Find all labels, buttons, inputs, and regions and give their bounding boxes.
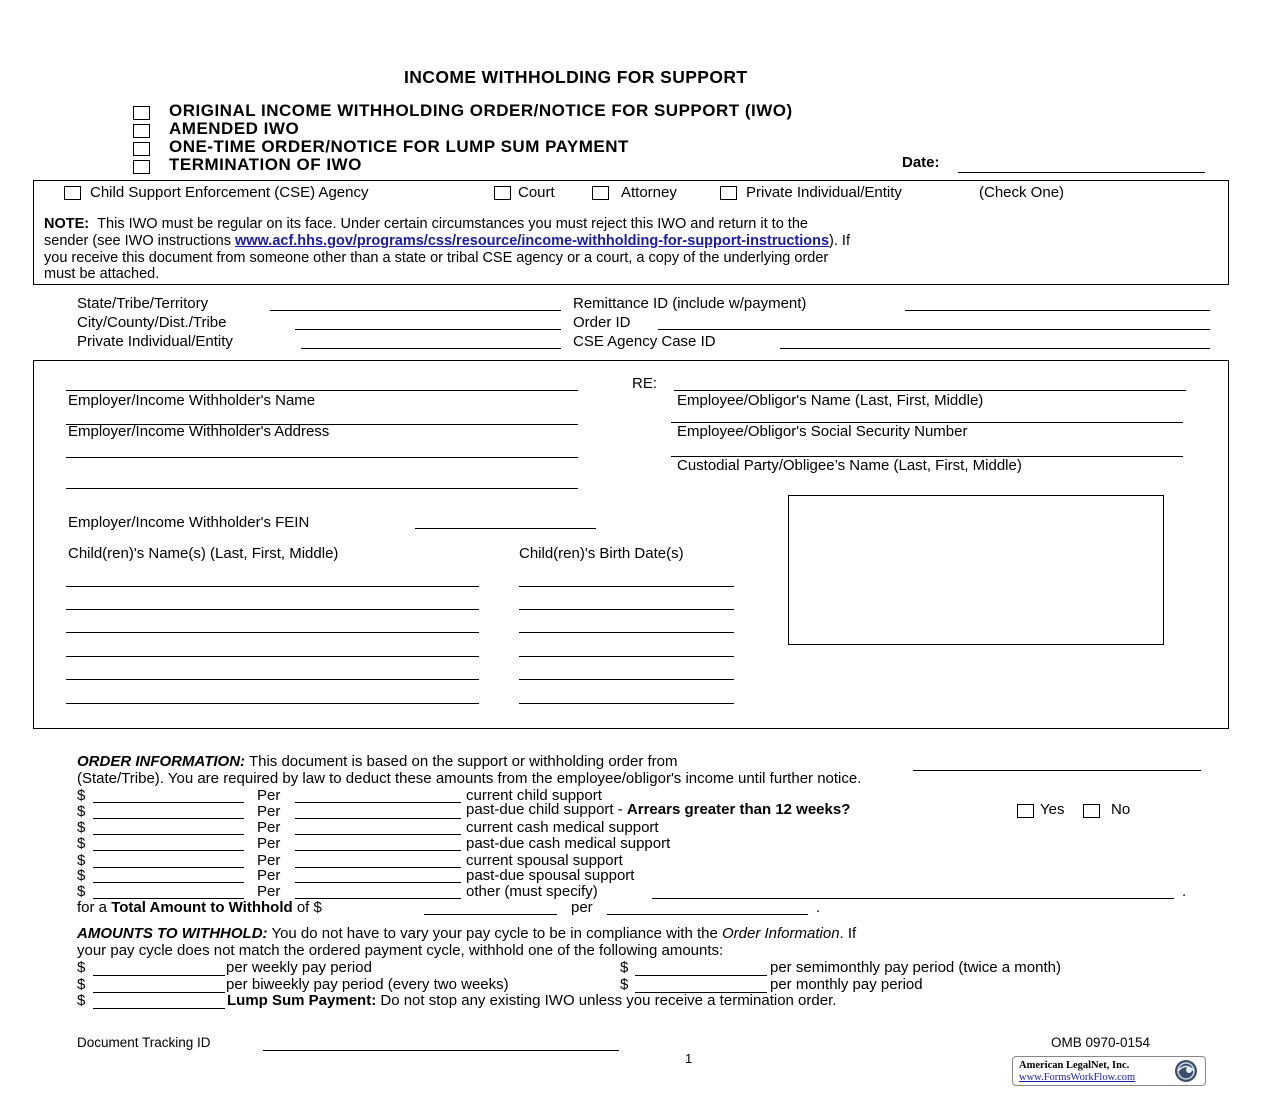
state-field[interactable] bbox=[270, 310, 561, 311]
children-names-label: Child(ren)'s Name(s) (Last, First, Middle) bbox=[68, 545, 339, 562]
dollar-sign: $ bbox=[77, 787, 86, 804]
employee-name-field[interactable] bbox=[674, 390, 1186, 391]
lump-sum-checkbox[interactable] bbox=[133, 142, 150, 156]
order-id-label: Order ID bbox=[573, 314, 631, 331]
row-label-1: current child support bbox=[466, 787, 602, 804]
note-line-1 bbox=[44, 216, 808, 232]
row-label-7: other (must specify) bbox=[466, 883, 598, 900]
case-id-field[interactable] bbox=[780, 348, 1210, 349]
period-field-3[interactable] bbox=[295, 834, 461, 835]
semimonthly-label: per semimonthly pay period (twice a month) bbox=[770, 959, 1061, 976]
tracking-label: Document Tracking ID bbox=[77, 1035, 211, 1050]
tracking-field[interactable] bbox=[263, 1050, 619, 1051]
city-field[interactable] bbox=[295, 329, 561, 330]
amounts-text-1b: Order Information bbox=[722, 925, 840, 942]
private-label: Private Individual/Entity bbox=[77, 333, 233, 350]
row-label-2-text: past-due child support - bbox=[466, 801, 627, 818]
amount-field-2[interactable] bbox=[93, 818, 244, 819]
date-field[interactable] bbox=[958, 172, 1205, 173]
amounts-text-1c: . If bbox=[839, 925, 857, 942]
total-bold: Total Amount to Withhold bbox=[111, 899, 293, 916]
total-amount-field[interactable] bbox=[424, 914, 557, 915]
dollar-sign: $ bbox=[77, 883, 86, 900]
period-field-4[interactable] bbox=[295, 850, 461, 851]
child-date-field-3[interactable] bbox=[519, 632, 734, 633]
fein-field[interactable] bbox=[415, 528, 596, 529]
note-text-1: This IWO must be regular on its face. Under certain circumstances you must reject this IWO and return it to the bbox=[97, 216, 808, 232]
logo-line-2: www.FormsWorkFlow.com bbox=[1019, 1072, 1136, 1083]
order-info-line-1 bbox=[77, 753, 678, 770]
child-name-field-1[interactable] bbox=[66, 586, 479, 587]
dollar-sign: $ bbox=[620, 959, 629, 976]
order-info-line-2: (State/Tribe). You are required by law to deduct these amounts from the employee/obligor's income until further notice. bbox=[77, 770, 862, 787]
dollar-sign: $ bbox=[77, 976, 86, 993]
row-label-4: past-due cash medical support bbox=[466, 835, 671, 852]
row-label-6: past-due spousal support bbox=[466, 867, 635, 884]
arrears-yes-checkbox[interactable] bbox=[1017, 804, 1034, 818]
state-label: State/Tribe/Territory bbox=[77, 295, 209, 312]
private-entity-checkbox[interactable] bbox=[720, 186, 737, 200]
other-period: . bbox=[1182, 883, 1187, 900]
dollar-sign: $ bbox=[77, 852, 86, 869]
employer-address-field-3[interactable] bbox=[66, 488, 578, 489]
amount-field-3[interactable] bbox=[93, 834, 244, 835]
row-label-2 bbox=[466, 801, 850, 818]
remittance-field[interactable] bbox=[905, 310, 1210, 311]
semimonthly-amount-field[interactable] bbox=[635, 975, 767, 976]
weekly-label: per weekly pay period bbox=[226, 959, 372, 976]
total-period-field[interactable] bbox=[607, 914, 808, 915]
arrears-no-checkbox[interactable] bbox=[1083, 804, 1100, 818]
order-state-field[interactable] bbox=[913, 770, 1201, 771]
total-pre: for a bbox=[77, 899, 112, 916]
arrears-question: Arrears greater than 12 weeks? bbox=[626, 801, 851, 818]
amended-iwo-checkbox[interactable] bbox=[133, 124, 150, 138]
original-iwo-checkbox[interactable] bbox=[133, 106, 150, 120]
biweekly-amount-field[interactable] bbox=[93, 992, 225, 993]
total-period: . bbox=[816, 899, 821, 916]
lump-sum-line bbox=[227, 992, 836, 1009]
amount-field-5[interactable] bbox=[93, 867, 244, 868]
notes-box[interactable] bbox=[788, 495, 1164, 645]
logo-line-1: American LegalNet, Inc. bbox=[1019, 1060, 1130, 1071]
case-id-label: CSE Agency Case ID bbox=[573, 333, 716, 350]
employer-address-field-2[interactable] bbox=[66, 457, 578, 458]
lump-sum-rest: Do not stop any existing IWO unless you receive a termination order. bbox=[376, 992, 837, 1009]
date-label: Date: bbox=[902, 154, 940, 171]
child-name-field-5[interactable] bbox=[66, 679, 479, 680]
per-label: Per bbox=[257, 803, 281, 820]
child-name-field-6[interactable] bbox=[66, 703, 479, 704]
custodial-label: Custodial Party/Obligee’s Name (Last, First, Middle) bbox=[677, 457, 1022, 474]
re-label: RE: bbox=[632, 375, 658, 392]
attorney-label: Attorney bbox=[621, 184, 677, 201]
order-id-field[interactable] bbox=[658, 329, 1210, 330]
lump-sum-amount-field[interactable] bbox=[93, 1008, 225, 1009]
check-one-label: (Check One) bbox=[979, 184, 1065, 201]
note-label: NOTE: bbox=[44, 216, 90, 232]
dollar-sign: $ bbox=[77, 803, 86, 820]
court-label: Court bbox=[518, 184, 555, 201]
note-text-2b: ). If bbox=[829, 233, 850, 249]
amounts-line-1 bbox=[77, 925, 856, 942]
employer-name-field[interactable] bbox=[66, 390, 578, 391]
private-field[interactable] bbox=[301, 348, 561, 349]
amount-field-1[interactable] bbox=[93, 802, 244, 803]
amount-field-6[interactable] bbox=[93, 882, 244, 883]
dollar-sign: $ bbox=[77, 835, 86, 852]
american-legalnet-logo[interactable] bbox=[1012, 1056, 1206, 1086]
order-info-text-1: This document is based on the support or withholding order from bbox=[245, 753, 678, 770]
weekly-amount-field[interactable] bbox=[93, 975, 225, 976]
per-label: Per bbox=[257, 867, 281, 884]
child-name-field-3[interactable] bbox=[66, 632, 479, 633]
dollar-sign: $ bbox=[620, 976, 629, 993]
page-number: 1 bbox=[685, 1051, 693, 1066]
dollar-sign: $ bbox=[77, 959, 86, 976]
child-date-field-1[interactable] bbox=[519, 586, 734, 587]
child-date-field-6[interactable] bbox=[519, 703, 734, 704]
dollar-sign: $ bbox=[77, 992, 86, 1009]
children-dates-label: Child(ren)'s Birth Date(s) bbox=[519, 545, 684, 562]
child-name-field-2[interactable] bbox=[66, 609, 479, 610]
dollar-sign: $ bbox=[77, 819, 86, 836]
amounts-text-1a: You do not have to vary your pay cycle to be in compliance with the bbox=[267, 925, 722, 942]
row-label-3: current cash medical support bbox=[466, 819, 659, 836]
omb-number: OMB 0970-0154 bbox=[1051, 1035, 1151, 1050]
cse-agency-label: Child Support Enforcement (CSE) Agency bbox=[90, 184, 369, 201]
child-date-field-5[interactable] bbox=[519, 679, 734, 680]
city-label: City/County/Dist./Tribe bbox=[77, 314, 227, 331]
termination-iwo-checkbox[interactable] bbox=[133, 160, 150, 174]
other-specify-field[interactable] bbox=[652, 898, 1174, 899]
employee-ssn-label: Employee/Obligor's Social Security Number bbox=[677, 423, 968, 440]
attorney-checkbox[interactable] bbox=[592, 186, 609, 200]
amount-field-4[interactable] bbox=[93, 850, 244, 851]
note-line-2 bbox=[44, 233, 850, 249]
order-info-label: ORDER INFORMATION: bbox=[77, 753, 246, 770]
lump-sum-label: ONE-TIME ORDER/NOTICE FOR LUMP SUM PAYMENT bbox=[169, 137, 629, 156]
court-checkbox[interactable] bbox=[494, 186, 511, 200]
note-line-4: must be attached. bbox=[44, 266, 160, 282]
amounts-line-2: your pay cycle does not match the ordered payment cycle, withhold one of the following amounts: bbox=[77, 942, 724, 959]
page-title: INCOME WITHHOLDING FOR SUPPORT bbox=[404, 67, 748, 87]
period-field-1[interactable] bbox=[295, 802, 461, 803]
globe-icon bbox=[1171, 1058, 1201, 1084]
note-line-3: you receive this document from someone other than a state or tribal CSE agency or a court, a copy of the underlying order bbox=[44, 250, 829, 266]
child-name-field-4[interactable] bbox=[66, 656, 479, 657]
employer-name-label: Employer/Income Withholder's Name bbox=[68, 392, 316, 409]
monthly-label: per monthly pay period bbox=[770, 976, 923, 993]
period-field-2[interactable] bbox=[295, 818, 461, 819]
total-of: of $ bbox=[292, 899, 322, 916]
per-label: Per bbox=[257, 787, 281, 804]
original-iwo-label: ORIGINAL INCOME WITHHOLDING ORDER/NOTICE FOR SUPPORT (IWO) bbox=[169, 101, 793, 120]
period-field-6[interactable] bbox=[295, 882, 461, 883]
note-text-2a: sender (see IWO instructions bbox=[44, 233, 235, 249]
cse-agency-checkbox[interactable] bbox=[64, 186, 81, 200]
total-per-label: per bbox=[571, 899, 593, 916]
child-date-field-4[interactable] bbox=[519, 656, 734, 657]
dollar-sign: $ bbox=[77, 867, 86, 884]
per-label: Per bbox=[257, 835, 281, 852]
amended-iwo-label: AMENDED IWO bbox=[169, 119, 300, 138]
per-label: Per bbox=[257, 883, 281, 900]
period-field-5[interactable] bbox=[295, 867, 461, 868]
employee-name-label: Employee/Obligor's Name (Last, First, Middle) bbox=[677, 392, 984, 409]
remittance-label: Remittance ID (include w/payment) bbox=[573, 295, 807, 312]
child-date-field-2[interactable] bbox=[519, 609, 734, 610]
row-label-5: current spousal support bbox=[466, 852, 623, 869]
amounts-label: AMOUNTS TO WITHHOLD: bbox=[77, 925, 268, 942]
arrears-yes-label: Yes bbox=[1040, 801, 1065, 818]
per-label: Per bbox=[257, 852, 281, 869]
fein-label: Employer/Income Withholder's FEIN bbox=[68, 514, 310, 531]
arrears-no-label: No bbox=[1111, 801, 1131, 818]
termination-iwo-label: TERMINATION OF IWO bbox=[169, 155, 362, 174]
employer-address-label: Employer/Income Withholder's Address bbox=[68, 423, 330, 440]
biweekly-label: per biweekly pay period (every two weeks) bbox=[226, 976, 509, 993]
per-label: Per bbox=[257, 819, 281, 836]
instructions-link[interactable]: www.acf.hhs.gov/programs/css/resource/income-withholding-for-support-instructions bbox=[235, 233, 830, 249]
lump-sum-bold: Lump Sum Payment: bbox=[227, 992, 377, 1009]
private-entity-label: Private Individual/Entity bbox=[746, 184, 902, 201]
total-line bbox=[77, 899, 322, 916]
